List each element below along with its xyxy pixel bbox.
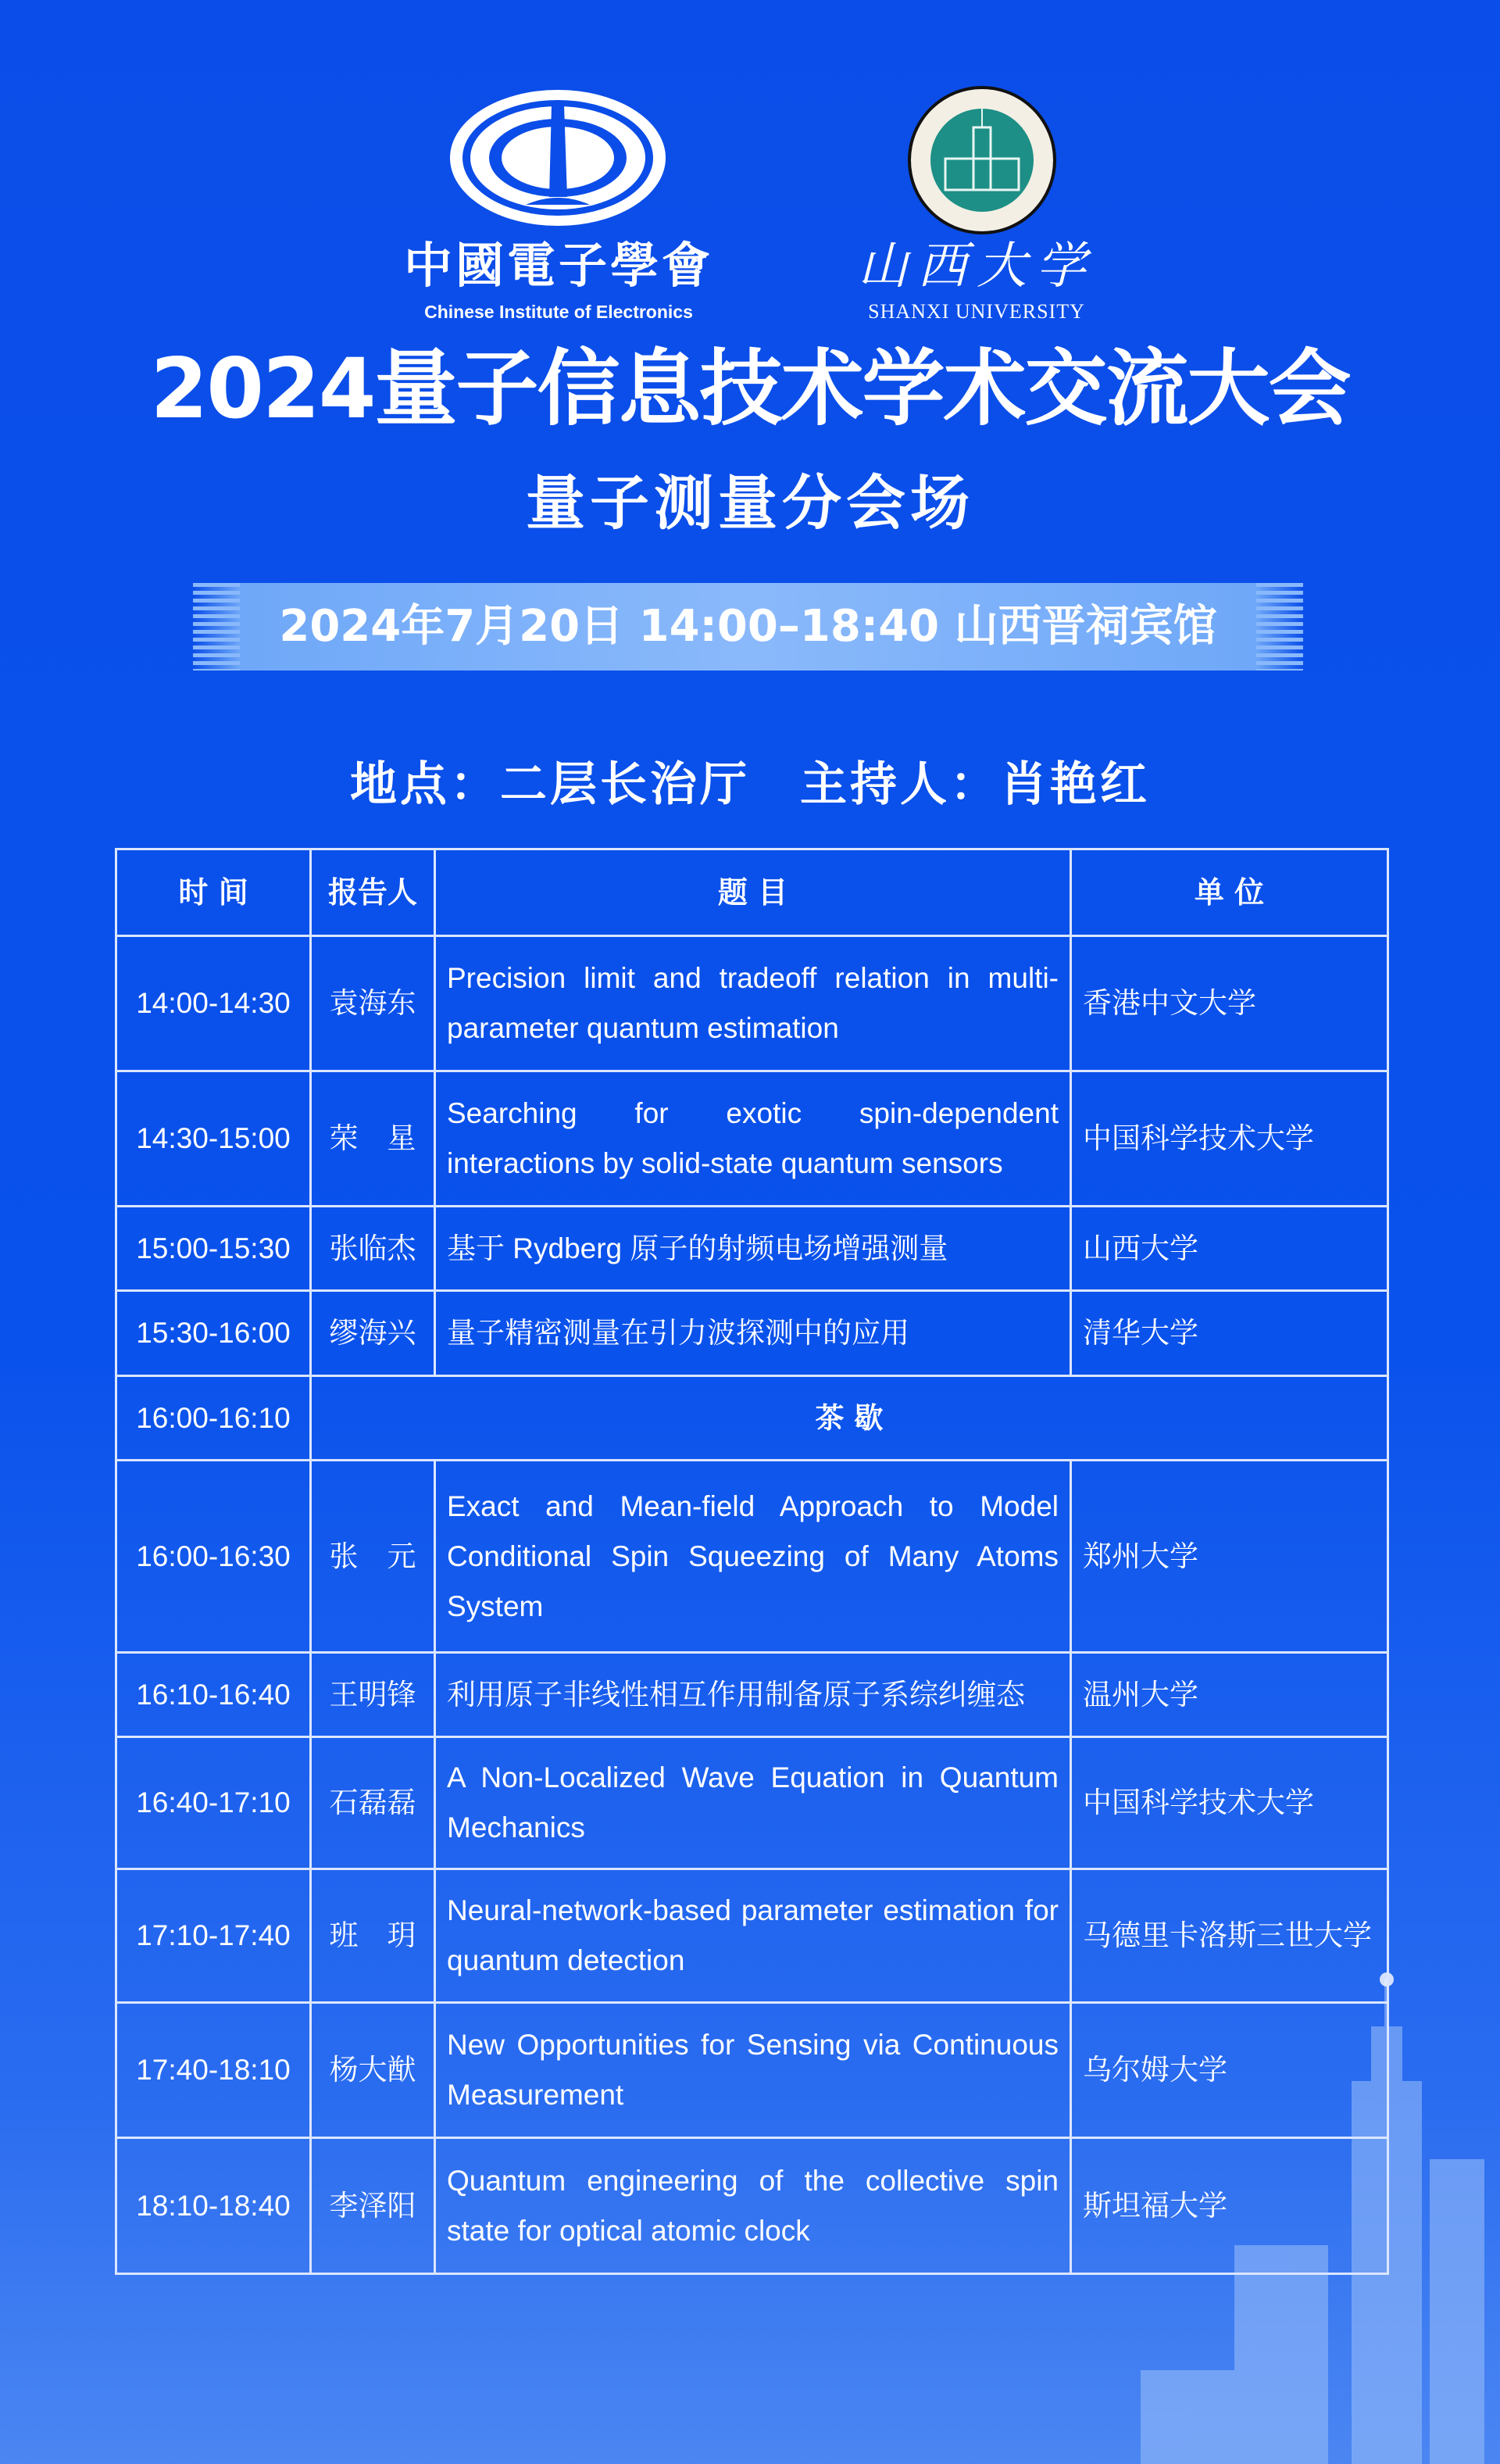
sxu-name-cn: 山西大学 [858, 238, 1095, 295]
cell-topic: New Opportunities for Sensing via Continuous Measurement [435, 2003, 1071, 2138]
shanxi-university-seal [906, 84, 1058, 236]
cell-time: 15:30-16:00 [116, 1291, 311, 1376]
cell-speaker: 张 元 [311, 1461, 435, 1653]
cell-time: 14:00-14:30 [116, 936, 311, 1071]
table-row [116, 1291, 1388, 1376]
cell-topic: Searching for exotic spin-dependent interactions by solid-state quantum sensors [435, 1071, 1071, 1207]
cell-time: 16:00-16:30 [116, 1461, 311, 1653]
cell-org: 香港中文大学 [1071, 936, 1388, 1071]
cie-name-en: Chinese Institute of Electronics [424, 302, 693, 322]
cell-topic: Neural-network-based parameter estimation for quantum detection [435, 1869, 1071, 2003]
cell-speaker: 袁海东 [311, 936, 435, 1071]
cell-topic: 基于 Rydberg 原子的射频电场增强测量 [435, 1207, 1071, 1291]
table-row [116, 1207, 1388, 1291]
header-speaker: 报告人 [311, 849, 435, 936]
table-row [116, 2138, 1388, 2274]
cell-speaker: 石磊磊 [311, 1737, 435, 1869]
cell-topic: Exact and Mean-field Approach to Model Conditional Spin Squeezing of Many Atoms System [435, 1461, 1071, 1653]
table-row [116, 2003, 1388, 2138]
cell-time: 17:10-17:40 [116, 1869, 311, 2003]
schedule-table [115, 848, 1389, 2275]
table-row [116, 1071, 1388, 1207]
cell-time: 16:10-16:40 [116, 1653, 311, 1737]
banner-text: 2024年7月20日 14:00–18:40 山西晋祠宾馆 [279, 601, 1217, 652]
cell-speaker: 荣 星 [311, 1071, 435, 1207]
table-header-row [116, 849, 1388, 936]
cell-time: 14:30-15:00 [116, 1071, 311, 1207]
header-topic: 题 目 [435, 849, 1071, 936]
cell-org: 郑州大学 [1071, 1461, 1388, 1653]
cell-topic: A Non-Localized Wave Equation in Quantum Mechanics [435, 1737, 1071, 1869]
break-row [116, 1376, 1388, 1461]
cell-time: 16:40-17:10 [116, 1737, 311, 1869]
table-row [116, 1653, 1388, 1737]
cell-time: 15:00-15:30 [116, 1207, 311, 1291]
cell-break: 茶 歇 [311, 1376, 1388, 1461]
cell-org: 中国科学技术大学 [1071, 1071, 1388, 1207]
cell-org: 温州大学 [1071, 1653, 1388, 1737]
venue-host-line: 地点：二层长治厅 主持人：肖艳红 [350, 757, 1150, 812]
cell-org: 乌尔姆大学 [1071, 2003, 1388, 2138]
cell-org: 清华大学 [1071, 1291, 1388, 1376]
cell-speaker: 缪海兴 [311, 1291, 435, 1376]
table-row [116, 1737, 1388, 1869]
header-org: 单 位 [1071, 849, 1388, 936]
page-subtitle: 量子测量分会场 [526, 468, 974, 538]
cell-topic: Precision limit and tradeoff relation in multi-parameter quantum estimation [435, 936, 1071, 1071]
cie-name-cn: 中國電子學會 [403, 237, 713, 294]
table-row [116, 1869, 1388, 2003]
table-row [116, 936, 1388, 1071]
cell-topic: 利用原子非线性相互作用制备原子系综纠缠态 [435, 1653, 1071, 1737]
cell-speaker: 李泽阳 [311, 2138, 435, 2274]
date-location-banner [193, 583, 1303, 671]
cie-logo-emblem [448, 88, 668, 228]
page-title: 2024量子信息技术学术交流大会 [150, 341, 1350, 437]
cell-topic: Quantum engineering of the collective spin state for optical atomic clock [435, 2138, 1071, 2274]
cell-speaker: 王明锋 [311, 1653, 435, 1737]
cell-org: 马德里卡洛斯三世大学 [1071, 1869, 1388, 2003]
table-row [116, 1461, 1388, 1653]
cell-speaker: 班 玥 [311, 1869, 435, 2003]
cell-org: 斯坦福大学 [1071, 2138, 1388, 2274]
cell-topic: 量子精密测量在引力波探测中的应用 [435, 1291, 1071, 1376]
cell-time: 17:40-18:10 [116, 2003, 311, 2138]
cell-time: 16:00-16:10 [116, 1376, 311, 1461]
cell-time: 18:10-18:40 [116, 2138, 311, 2274]
cell-speaker: 杨大猷 [311, 2003, 435, 2138]
cell-org: 中国科学技术大学 [1071, 1737, 1388, 1869]
header-time: 时 间 [116, 849, 311, 936]
cell-org: 山西大学 [1071, 1207, 1388, 1291]
sxu-name-en: SHANXI UNIVERSITY [868, 300, 1085, 323]
cell-speaker: 张临杰 [311, 1207, 435, 1291]
